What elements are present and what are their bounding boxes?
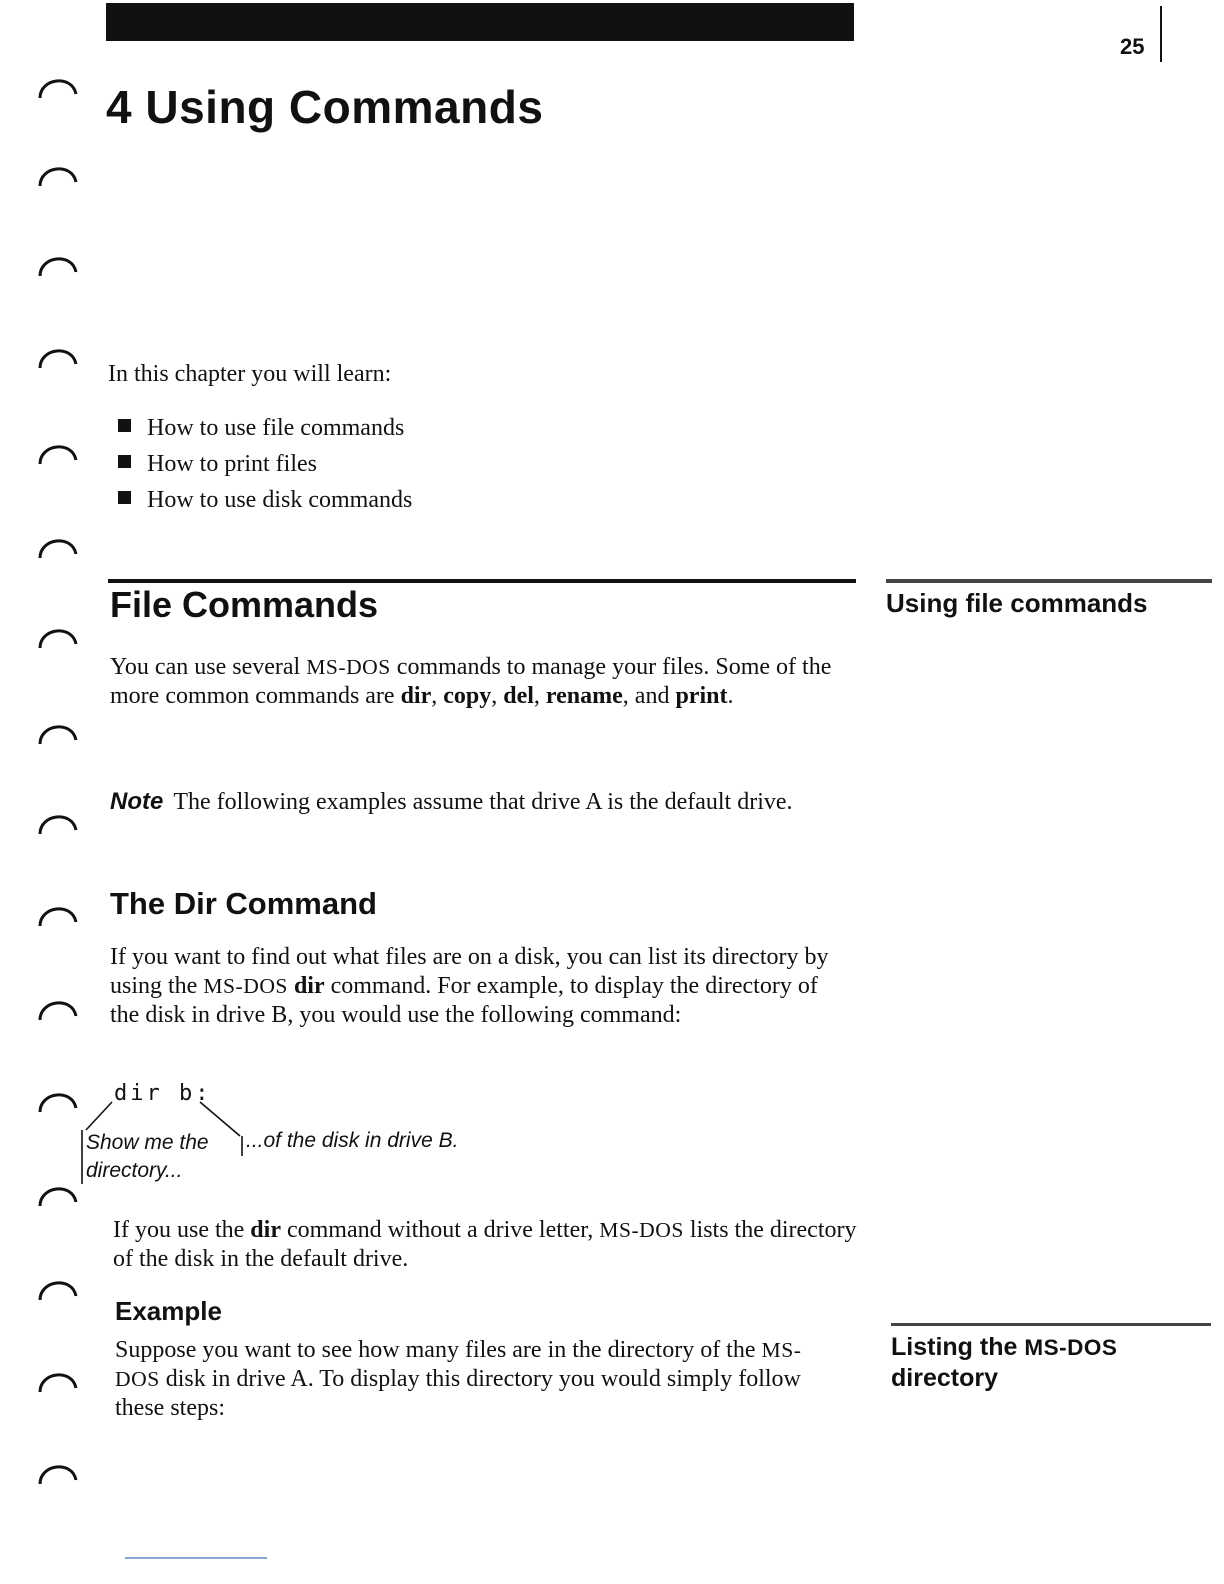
list-item [118, 446, 412, 482]
footer-rule [125, 1557, 267, 1559]
binder-hole-icon [34, 898, 78, 928]
list-item-text: How to use file commands [147, 415, 405, 441]
binder-hole-icon [34, 620, 78, 650]
list-item [118, 482, 412, 518]
dir-command-paragraph: If you want to find out what files are on a disk, you can list its directory by using the MS-DOS dir command. For example, to display the directory of the disk in drive B, you would use the following command: [110, 944, 829, 1028]
binder-hole-icon [34, 158, 78, 188]
note-label: Note [110, 788, 164, 815]
command-dir: dir [400, 683, 432, 709]
margin-heading-using-file-commands: Using file commands [886, 588, 1148, 618]
command-dir: dir [250, 1217, 281, 1243]
binder-hole-icon [34, 992, 78, 1022]
command-del: del [503, 683, 534, 709]
margin-rule [886, 579, 1212, 583]
command-example: dir b: [114, 1081, 212, 1106]
note-text: The following examples assume that drive A is the default drive. [173, 789, 793, 815]
section-heading-file-commands: File Commands [110, 584, 379, 625]
square-bullet-icon [118, 455, 131, 468]
binder-hole-icon [34, 716, 78, 746]
msdos-term: MS-DOS [1024, 1335, 1118, 1360]
binder-holes [30, 0, 90, 1584]
binder-hole-icon [34, 340, 78, 370]
header-bar [106, 3, 854, 41]
binder-hole-icon [34, 806, 78, 836]
chapter-title: 4 Using Commands [106, 81, 544, 133]
list-item-text: How to print files [147, 451, 317, 477]
margin-heading-listing-directory: Listing the MS-DOS directory [891, 1333, 1118, 1392]
binder-hole-icon [34, 1456, 78, 1486]
callout-of-disk-drive-b: ...of the disk in drive B. [246, 1129, 459, 1152]
intro-lead: In this chapter you will learn: [108, 361, 392, 387]
list-item [118, 410, 412, 446]
msdos-term: MS-DOS [203, 974, 288, 998]
callout-show-me-directory: Show me the directory... [86, 1131, 209, 1182]
example-heading: Example [115, 1296, 222, 1326]
page-number: 25 [1120, 34, 1145, 59]
square-bullet-icon [118, 491, 131, 504]
list-item-text: How to use disk commands [147, 487, 413, 513]
margin-rule [891, 1323, 1211, 1326]
page-number-rule [1160, 6, 1162, 62]
default-drive-paragraph: If you use the dir command without a drive letter, MS-DOS lists the directory of the disk in the default drive. [113, 1217, 857, 1272]
command-copy: copy [443, 683, 492, 709]
binder-hole-icon [34, 530, 78, 560]
square-bullet-icon [118, 419, 131, 432]
command-dir: dir [293, 973, 325, 999]
binder-hole-icon [34, 436, 78, 466]
command-rename: rename [545, 683, 623, 709]
note-paragraph [110, 787, 870, 817]
file-commands-paragraph: You can use several MS-DOS commands to manage your files. Some of the more common commands are dir, copy, del, rename, and print. [110, 654, 832, 709]
binder-hole-icon [34, 1084, 78, 1114]
binder-hole-icon [34, 248, 78, 278]
msdos-term: MS-DOS [306, 655, 391, 679]
binder-hole-icon [34, 70, 78, 100]
binder-hole-icon [34, 1272, 78, 1302]
msdos-term: MS-DOS [599, 1218, 684, 1242]
learn-list [118, 410, 412, 518]
binder-hole-icon [34, 1178, 78, 1208]
example-paragraph: Suppose you want to see how many files are in the directory of the MS-DOS disk in drive A. To display this directory you would simply follow these steps: [115, 1337, 802, 1421]
binder-hole-icon [34, 1364, 78, 1394]
command-print: print [675, 683, 728, 709]
subsection-heading-dir-command: The Dir Command [110, 886, 377, 921]
section-rule [108, 579, 856, 583]
msdos-term: MS-DOS [115, 1338, 802, 1391]
